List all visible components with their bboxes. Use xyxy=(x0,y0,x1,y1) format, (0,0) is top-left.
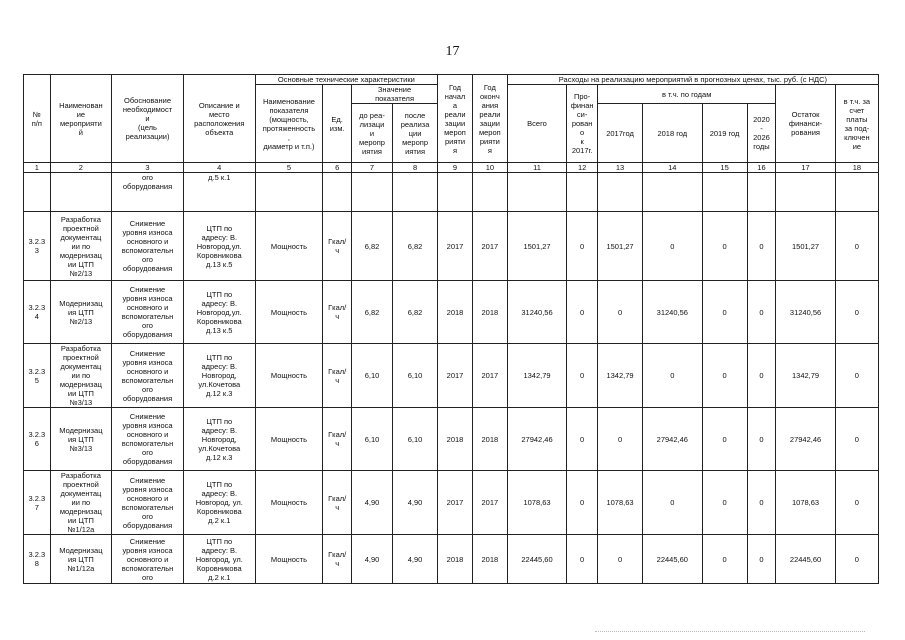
column-number: 3 xyxy=(112,163,184,173)
cell-y2018: 22445,60 xyxy=(643,535,702,584)
header-2017: 2017год xyxy=(597,104,642,163)
cell-before: 6,82 xyxy=(352,281,393,344)
cell-unit: Гкал/ ч xyxy=(323,281,352,344)
cell-total: 31240,56 xyxy=(507,281,566,344)
cell-rest: 27942,46 xyxy=(776,408,835,471)
header-end-year: Год оконч ания реали зации мероп рияти я xyxy=(472,75,507,163)
cell-end: 2017 xyxy=(472,344,507,408)
cell-name: Модернизац ия ЦТП №3/13 xyxy=(50,408,112,471)
column-number: 14 xyxy=(643,163,702,173)
cell-start: 2018 xyxy=(438,535,473,584)
cell-param: Мощность xyxy=(255,535,323,584)
cell-reason: Снижение уровня износа основного и вспомогательн ого xyxy=(112,535,184,584)
cell-before: 4,90 xyxy=(352,471,393,535)
cell-conn: 0 xyxy=(835,281,878,344)
cell-y2020: 0 xyxy=(747,471,776,535)
cell-y2018: 0 xyxy=(643,344,702,408)
table-row xyxy=(24,471,879,535)
cell-reason: Снижение уровня износа основного и вспомогательн ого оборудования xyxy=(112,212,184,281)
table-row xyxy=(24,344,879,408)
cell-prefin: 0 xyxy=(567,471,598,535)
cell-y2020: 0 xyxy=(747,281,776,344)
cell-reason: Снижение уровня износа основного и вспомогательн ого оборудования xyxy=(112,471,184,535)
cell-unit: Гкал/ ч xyxy=(323,344,352,408)
cell-prefin: 0 xyxy=(567,212,598,281)
cell-y2018: 0 xyxy=(643,471,702,535)
header-rest: Остаток финанси- рования xyxy=(776,85,835,163)
column-number: 1 xyxy=(24,163,51,173)
cell-y2020: 0 xyxy=(747,535,776,584)
cell-prefin: 0 xyxy=(567,344,598,408)
cell-after: 6,10 xyxy=(393,408,438,471)
cell-y2019: 0 xyxy=(702,212,747,281)
header-years-group: в т.ч. по годам xyxy=(597,85,775,104)
cell-name: Разработка проектной документац ии по модернизац ии ЦТП №3/13 xyxy=(50,344,112,408)
cell-after: 6,10 xyxy=(393,344,438,408)
cell-y2018: 31240,56 xyxy=(643,281,702,344)
header-connection: в т.ч. за счет платы за под- ключен ие xyxy=(835,85,878,163)
cell-start: 2018 xyxy=(438,281,473,344)
cell-name: Разработка проектной документац ии по модернизац ии ЦТП №2/13 xyxy=(50,212,112,281)
cell-y2019: 0 xyxy=(702,535,747,584)
cell-prefin: 0 xyxy=(567,408,598,471)
column-number: 6 xyxy=(323,163,352,173)
header-total: Всего xyxy=(507,85,566,163)
cell-unit: Гкал/ ч xyxy=(323,408,352,471)
column-number: 15 xyxy=(702,163,747,173)
cell-name: Модернизац ия ЦТП №2/13 xyxy=(50,281,112,344)
cell-place: ЦТП по адресу: В. Новгород,ул. Коровникова д.13 к.5 xyxy=(183,281,255,344)
cell-no: 3.2.3 4 xyxy=(24,281,51,344)
column-number: 17 xyxy=(776,163,835,173)
header-2019: 2019 год xyxy=(702,104,747,163)
cell-y2019: 0 xyxy=(702,471,747,535)
cell-no: 3.2.3 6 xyxy=(24,408,51,471)
cell-param: Мощность xyxy=(255,471,323,535)
cell-place: ЦТП по адресу: В. Новгород, ул.Кочетова д.12 к.3 xyxy=(183,344,255,408)
header-no: № п/п xyxy=(24,75,51,163)
table-row xyxy=(24,535,879,584)
cell-start: 2017 xyxy=(438,344,473,408)
cell-no: 3.2.3 8 xyxy=(24,535,51,584)
cell-conn: 0 xyxy=(835,212,878,281)
fragment-reason: ого оборудования xyxy=(112,173,184,212)
header-unit: Ед. изм. xyxy=(323,85,352,163)
table-row xyxy=(24,408,879,471)
cell-no: 3.2.3 3 xyxy=(24,212,51,281)
cell-y2020: 0 xyxy=(747,344,776,408)
cell-conn: 0 xyxy=(835,408,878,471)
cell-rest: 1078,63 xyxy=(776,471,835,535)
cell-y2017: 0 xyxy=(597,281,642,344)
cell-param: Мощность xyxy=(255,344,323,408)
cell-reason: Снижение уровня износа основного и вспомогательн ого оборудования xyxy=(112,281,184,344)
cell-rest: 31240,56 xyxy=(776,281,835,344)
cell-y2020: 0 xyxy=(747,212,776,281)
column-number: 5 xyxy=(255,163,323,173)
cell-after: 4,90 xyxy=(393,535,438,584)
measures-table xyxy=(23,74,879,584)
cell-end: 2018 xyxy=(472,408,507,471)
column-number: 11 xyxy=(507,163,566,173)
column-number: 7 xyxy=(352,163,393,173)
cell-y2019: 0 xyxy=(702,281,747,344)
column-number: 12 xyxy=(567,163,598,173)
cell-start: 2018 xyxy=(438,408,473,471)
column-number: 4 xyxy=(183,163,255,173)
cell-y2020: 0 xyxy=(747,408,776,471)
cell-name: Разработка проектной документац ии по модернизац ии ЦТП №1/12а xyxy=(50,471,112,535)
table-row xyxy=(24,281,879,344)
header-param: Наименование показателя (мощность, протяженность , диаметр и т.п.) xyxy=(255,85,323,163)
cell-start: 2017 xyxy=(438,471,473,535)
cell-after: 4,90 xyxy=(393,471,438,535)
cell-y2019: 0 xyxy=(702,408,747,471)
cell-after: 6,82 xyxy=(393,281,438,344)
header-reason: Обоснование необходимост и (цель реализации) xyxy=(112,75,184,163)
cell-start: 2017 xyxy=(438,212,473,281)
table-body xyxy=(24,212,879,584)
header-value-group: Значение показателя xyxy=(352,85,438,104)
column-number: 2 xyxy=(50,163,112,173)
column-number: 16 xyxy=(747,163,776,173)
cell-name: Модернизац ия ЦТП №1/12а xyxy=(50,535,112,584)
cell-end: 2018 xyxy=(472,281,507,344)
cell-y2019: 0 xyxy=(702,344,747,408)
cell-before: 6,10 xyxy=(352,408,393,471)
column-number: 10 xyxy=(472,163,507,173)
cell-unit: Гкал/ ч xyxy=(323,471,352,535)
header-name: Наименован ие мероприяти й xyxy=(50,75,112,163)
cell-total: 22445,60 xyxy=(507,535,566,584)
cell-total: 1078,63 xyxy=(507,471,566,535)
cell-end: 2017 xyxy=(472,212,507,281)
header-tech-group: Основные технические характеристики xyxy=(255,75,437,85)
cell-after: 6,82 xyxy=(393,212,438,281)
cell-before: 6,82 xyxy=(352,212,393,281)
header-row-1 xyxy=(24,75,879,85)
fragment-row xyxy=(24,173,879,212)
cell-reason: Снижение уровня износа основного и вспомогательн ого оборудования xyxy=(112,344,184,408)
cell-param: Мощность xyxy=(255,408,323,471)
cell-place: ЦТП по адресу: В. Новгород, ул. Коровникова д.2 к.1 xyxy=(183,471,255,535)
cell-param: Мощность xyxy=(255,281,323,344)
cell-y2017: 1501,27 xyxy=(597,212,642,281)
cell-unit: Гкал/ ч xyxy=(323,212,352,281)
header-before: до реа- лизаци и меропр иятия xyxy=(352,104,393,163)
scan-artifact-line xyxy=(595,631,865,634)
cell-place: ЦТП по адресу: В. Новгород, ул.Кочетова д.12 к.3 xyxy=(183,408,255,471)
cell-rest: 22445,60 xyxy=(776,535,835,584)
cell-prefin: 0 xyxy=(567,281,598,344)
cell-param: Мощность xyxy=(255,212,323,281)
cell-conn: 0 xyxy=(835,471,878,535)
header-start-year: Год начал а реали зации мероп рияти я xyxy=(438,75,473,163)
page-number: 17 xyxy=(445,44,460,59)
cell-no: 3.2.3 5 xyxy=(24,344,51,408)
cell-y2018: 0 xyxy=(643,212,702,281)
header-2018: 2018 год xyxy=(643,104,702,163)
header-cost-group: Расходы на реализацию мероприятий в прогнозных ценах, тыс. руб. (с НДС) xyxy=(507,75,878,85)
column-number: 13 xyxy=(597,163,642,173)
column-number-row xyxy=(24,163,879,173)
cell-total: 1501,27 xyxy=(507,212,566,281)
cell-total: 27942,46 xyxy=(507,408,566,471)
cell-before: 6,10 xyxy=(352,344,393,408)
cell-before: 4,90 xyxy=(352,535,393,584)
cell-place: ЦТП по адресу: В. Новгород,ул. Коровникова д.13 к.5 xyxy=(183,212,255,281)
cell-y2017: 1078,63 xyxy=(597,471,642,535)
column-number: 8 xyxy=(393,163,438,173)
cell-place: ЦТП по адресу: В. Новгород, ул. Коровникова д.2 к.1 xyxy=(183,535,255,584)
cell-no: 3.2.3 7 xyxy=(24,471,51,535)
cell-end: 2018 xyxy=(472,535,507,584)
cell-y2017: 0 xyxy=(597,408,642,471)
cell-rest: 1501,27 xyxy=(776,212,835,281)
column-number: 9 xyxy=(438,163,473,173)
cell-prefin: 0 xyxy=(567,535,598,584)
header-place: Описание и место расположения объекта xyxy=(183,75,255,163)
fragment-place: д.5 к.1 xyxy=(183,173,255,212)
column-number: 18 xyxy=(835,163,878,173)
cell-y2017: 1342,79 xyxy=(597,344,642,408)
cell-end: 2017 xyxy=(472,471,507,535)
header-after: после реализа ции меропр иятия xyxy=(393,104,438,163)
cell-conn: 0 xyxy=(835,535,878,584)
cell-y2018: 27942,46 xyxy=(643,408,702,471)
cell-rest: 1342,79 xyxy=(776,344,835,408)
cell-y2017: 0 xyxy=(597,535,642,584)
cell-total: 1342,79 xyxy=(507,344,566,408)
cell-conn: 0 xyxy=(835,344,878,408)
cell-reason: Снижение уровня износа основного и вспомогательн ого оборудования xyxy=(112,408,184,471)
table-row xyxy=(24,212,879,281)
header-2020-2026: 2020 - 2026 годы xyxy=(747,104,776,163)
header-prefin: Про- финан си- рован о к 2017г. xyxy=(567,85,598,163)
cell-unit: Гкал/ ч xyxy=(323,535,352,584)
